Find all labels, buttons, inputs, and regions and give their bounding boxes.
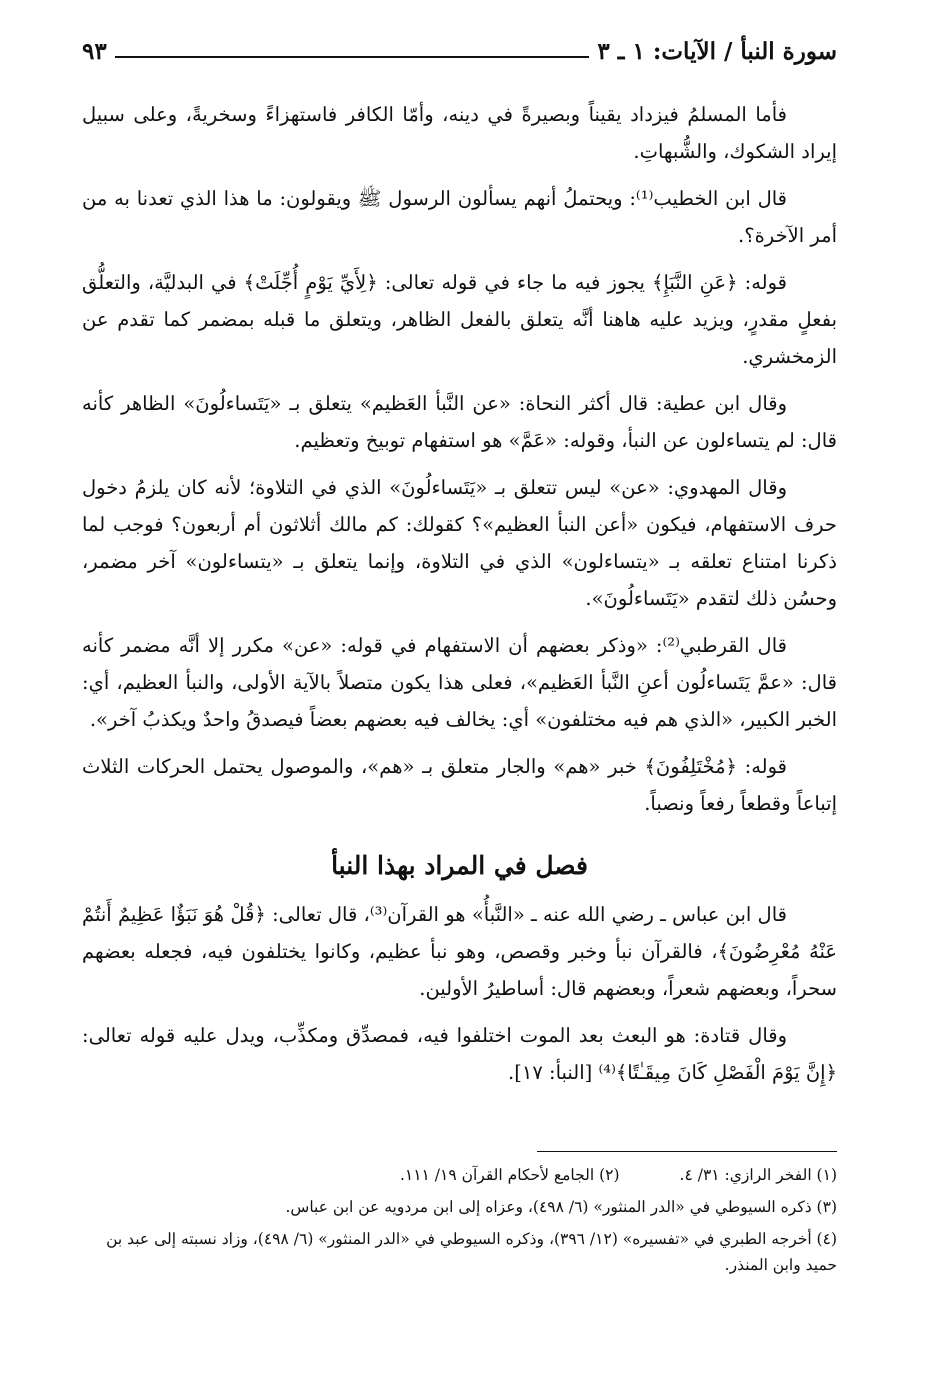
footnote-divider	[537, 1151, 837, 1152]
paragraph: قوله: ﴿مُخْتَلِفُونَ﴾ خبر «هم» والجار متعلق بـ «هم»، والموصول يحتمل الحركات الثلاث إتباعاً وقطعاً رفعاً ونصباً.	[82, 755, 837, 815]
paragraph: قال القرطبي⁽²⁾: «وذكر بعضهم أن الاستفهام في قوله: «عن» مكرر إلا أنَّه مضمر كأنه قال: «عمَّ يَتَساءلُون أعنِ النَّبأ العَظيم»، فعلى هذا يكون متصلاً بالآية الأولى، والنبأ العظيم، أي: الخبر الكبير، «الذي هم فيه مختلفون» أي: يخالف فيه بعضهم بعضاً فيصدقُ واحدٌ ويكذبُ آخر».	[82, 634, 837, 731]
paragraph: وقال قتادة: هو البعث بعد الموت اختلفوا فيه، فمصدِّق ومكذِّب، ويدل عليه قوله تعالى: ﴿إِنَّ يَوْمَ الْفَصْلِ كَانَ مِيقَـٰتًا﴾⁽⁴⁾ [النبأ: ١٧].	[82, 1024, 837, 1084]
paragraph: وقال ابن عطية: قال أكثر النحاة: «عن النَّبأ العَظيم» يتعلق بـ «يَتَساءلُونَ» الظاهر كأنه قال: لم يتساءلون عن النبأ، وقوله: «عَمَّ» هو استفهام توبيخ وتعظيم.	[82, 392, 837, 452]
paragraph: قال ابن الخطيب⁽¹⁾: ويحتملُ أنهم يسألون الرسول ﷺ ويقولون: ما هذا الذي تعدنا به من أمر الآخرة؟.	[82, 187, 837, 247]
surah-title: سورة النبأ / الآيات: ١ ـ ٣	[597, 38, 837, 65]
paragraph: قال ابن عباس ـ رضي الله عنه ـ «النَّبأُ» هو القرآن⁽³⁾، قال تعالى: ﴿قُلْ هُوَ نَبَؤٌا عَظِيمٌ أَنتُمْ عَنْهُ مُعْرِضُونَ﴾، فالقرآن نبأ وخبر وقصص، وهو نبأ عظيم، وكانوا يختلفون فيه، فجعله بعضهم سحراً، وبعضهم شعراً، وبعضهم قال: أساطيرُ الأولين.	[82, 903, 837, 1000]
footnote-1: (١) الفخر الرازي: ٣١/ ٤.	[679, 1166, 837, 1184]
footnote-2: (٢) الجامع لأحكام القرآن ١٩/ ١١١.	[399, 1166, 620, 1184]
footnote-row	[82, 1162, 837, 1188]
header-rule	[115, 56, 590, 58]
footnote-4: (٤) أخرجه الطبري في «تفسيره» (١٢/ ٣٩٦)، وذكره السيوطي في «الدر المنثور» (٦/ ٤٩٨)، وزاد نسبته إلى عبد بن حميد وابن المنذر.	[106, 1230, 837, 1274]
main-text	[82, 96, 837, 1101]
footnote-3: (٣) ذكره السيوطي في «الدر المنثور» (٦/ ٤٩٨)، وعزاه إلى ابن مردويه عن ابن عباس.	[285, 1198, 837, 1216]
paragraph: فأما المسلمُ فيزداد يقيناً وبصيرةً في دينه، وأمّا الكافر فاستهزاءً وسخريةً، وعلى سبيل إيراد الشكوك، والشُّبهاتِ.	[82, 103, 837, 163]
page-number: ٩٣	[82, 38, 107, 65]
section-heading: فصل في المراد بهذا النبأ	[331, 851, 588, 880]
page-header	[82, 30, 837, 66]
paragraph: وقال المهدوي: «عن» ليس تتعلق بـ «يَتَساءلُونَ» الذي في التلاوة؛ لأنه كان يلزمُ دخول حرف الاستفهام، فيكون «أعن النبأ العظيم»؟ كقولك: كم مالك أثلاثون أم أربعون؟ فوجب لما ذكرنا امتناع تعلقه بـ «يتساءلون» الذي في التلاوة، وإنما يتعلق بـ «يتساءلون» آخر مضمر، وحسُن ذلك لتقدم «يَتَساءلُونَ».	[82, 476, 837, 610]
footnotes	[82, 1162, 837, 1284]
paragraph: قوله: ﴿عَنِ النَّبَإِ﴾ يجوز فيه ما جاء في قوله تعالى: ﴿لِأَيِّ يَوْمٍ أُجِّلَتْ﴾ في البدليَّة، والتعلُّق بفعلٍ مقدرٍ، ويزيد عليه هاهنا أنَّه يتعلق بالفعل الظاهر، ويتعلق ما قبله بمضمر كما تقدم عن الزمخشري.	[82, 271, 837, 368]
